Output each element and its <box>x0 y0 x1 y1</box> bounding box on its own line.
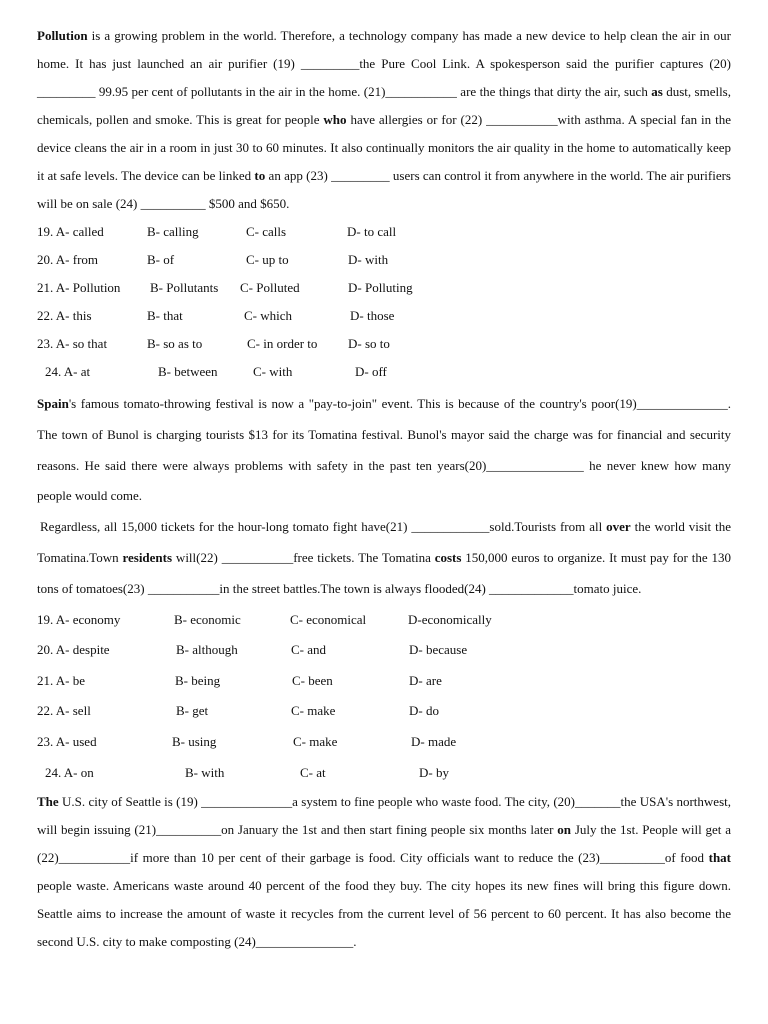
option-d: D- Polluting <box>348 280 413 295</box>
option-d: D- are <box>409 672 442 688</box>
option-row <box>37 666 731 697</box>
option-a: 22. A- sell <box>37 703 91 719</box>
option-b: B- calling <box>147 224 199 239</box>
worksheet-page <box>37 22 731 956</box>
option-a: 21. A- Pollution <box>37 280 121 295</box>
option-a: 19. A- economy <box>37 611 121 627</box>
option-b: B- with <box>185 764 225 780</box>
option-c: C- economical <box>290 611 367 627</box>
option-row <box>37 218 731 246</box>
passage-lead-word: Spain <box>37 396 69 411</box>
option-a: 23. A- used <box>37 733 97 749</box>
option-b: B- between <box>158 364 218 379</box>
option-c: C- make <box>293 733 338 749</box>
option-c: C- calls <box>246 224 287 239</box>
option-a: 21. A- be <box>37 672 86 688</box>
option-b: B- so as to <box>147 336 203 351</box>
option-row <box>37 246 731 274</box>
option-d: D- by <box>419 764 449 780</box>
option-c: C- with <box>253 364 293 379</box>
options-list-pollution <box>37 218 731 386</box>
option-row <box>37 330 731 358</box>
option-row <box>37 358 731 386</box>
option-d: D- off <box>355 364 387 379</box>
option-b: B- being <box>175 672 221 688</box>
option-d: D- so to <box>348 336 390 351</box>
option-a: 24. A- on <box>45 764 94 780</box>
option-b: B- although <box>176 642 238 658</box>
option-b: B- Pollutants <box>150 280 219 295</box>
option-b: B- that <box>147 308 183 323</box>
option-d: D- because <box>409 642 468 658</box>
option-c: C- which <box>244 308 293 323</box>
passage-tomatina: Spain's famous tomato-throwing festival is now a "pay-to-join" event. This is because of the country's poor(19)______________. The town of Bunol is charging tourists $13 for its Tomatina festival. Bunol's mayor said the charge was for financial and security reasons. He said there were always problems with safety in the past ten years(20)_______________ he never knew how many people would come. <box>37 396 731 504</box>
option-d: D- do <box>409 703 439 719</box>
option-c: C- in order to <box>247 336 318 351</box>
passage-lead-word: The <box>37 794 59 810</box>
option-b: B- get <box>176 703 209 719</box>
options-list-tomatina <box>37 605 731 789</box>
option-b: B- economic <box>174 611 241 627</box>
option-row <box>37 758 731 789</box>
passage-tomatina-continued: Regardless, all 15,000 tickets for the hour-long tomato fight have(21) ____________sold.Tourists from all over the world visit the Tomatina.Town residents will(22) ___________free tickets. The Tomatina costs 150,000 euros to organize. It must pay for the 130 tons of tomatoes(23) ___________in the street battles.The town is always flooded(24) _____________tomato juice. <box>37 519 731 596</box>
option-c: C- Polluted <box>240 280 300 295</box>
option-row <box>37 635 731 666</box>
option-row <box>37 302 731 330</box>
option-d: D- made <box>411 733 457 749</box>
option-a: 22. A- this <box>37 308 92 323</box>
option-c: C- and <box>291 642 327 658</box>
option-row <box>37 605 731 636</box>
passage-seattle: The U.S. city of Seattle is (19) ______________a system to fine people who waste food. The city, (20)_______the USA's northwest, will begin issuing (21)__________on January the 1st and then start fining people six months later on July the 1st. People will get a (22)___________if more than 10 per cent of their garbage is food. City officials want to reduce the (23)__________of food that people waste. Americans waste around 40 percent of the food they buy. The city hopes its new fines will bring this figure down. Seattle aims to increase the amount of waste it recycles from the current level of 56 percent to 60 percent. It has also become the second U.S. city to make composting (24)_______________. <box>37 794 732 950</box>
option-d: D- those <box>350 308 395 323</box>
option-d: D-economically <box>408 611 492 627</box>
option-c: C- make <box>291 703 336 719</box>
option-c: C- up to <box>246 252 289 267</box>
option-d: D- to call <box>347 224 397 239</box>
option-b: B- using <box>172 733 217 749</box>
passage-lead-word: Pollution <box>37 28 88 43</box>
option-c: C- at <box>300 764 326 780</box>
option-a: 24. A- at <box>45 364 91 379</box>
option-row <box>37 727 731 758</box>
option-a: 19. A- called <box>37 224 104 239</box>
option-a: 20. A- from <box>37 252 99 267</box>
option-d: D- with <box>348 252 389 267</box>
option-row <box>37 274 731 302</box>
option-row <box>37 696 731 727</box>
option-b: B- of <box>147 252 175 267</box>
passage-pollution: Pollution is a growing problem in the world. Therefore, a technology company has made a new device to help clean the air in our home. It has just launched an air purifier (19) _________the Pure Cool Link. A spokesperson said the purifier captures (20) _________ 99.95 per cent of pollutants in the air in the home. (21)___________ are the things that dirty the air, such as dust, smells, chemicals, pollen and smoke. This is great for people who have allergies or for (22) ___________with asthma. A special fan in the device cleans the air in a room in just 30 to 60 minutes. It also continually monitors the air quality in the home to automatically keep it at safe levels. The device can be linked to an app (23) _________ users can control it from anywhere in the world. The air purifiers will be on sale (24) __________ $500 and $650. <box>37 28 731 211</box>
option-a: 20. A- despite <box>37 642 110 658</box>
option-c: C- been <box>292 672 333 688</box>
option-a: 23. A- so that <box>37 336 108 351</box>
